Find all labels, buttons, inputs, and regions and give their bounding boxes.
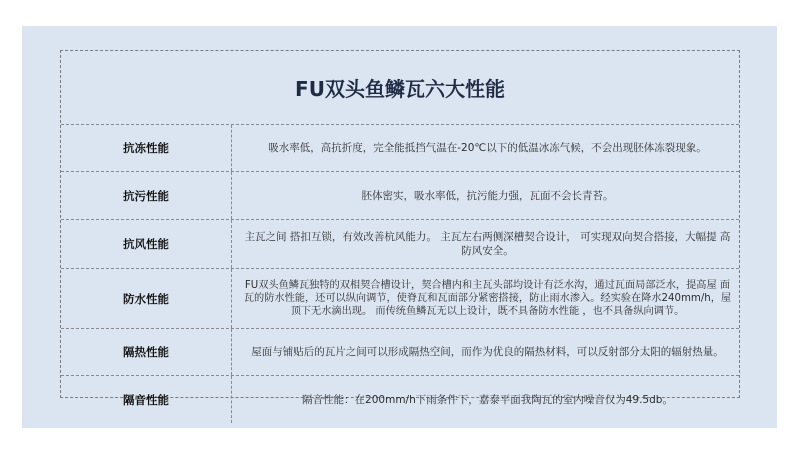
table-title: FU双头鱼鳞瓦六大性能 [61,51,739,125]
row-label: 隔音性能 [61,376,232,423]
table-row-heat-insulation [61,329,739,376]
row-description: FU双头鱼鳞瓦独特的双相契合槽设计，契合槽内和主瓦头部均设计有泛水沟，通过瓦面局部泛水，提高屋 面瓦的防水性能，还可以纵向调节，使脊瓦和瓦面部分紧密搭接，防止雨水渗入。经实验在降水240mm/h，屋顶下无水滴出现。 而传统鱼鳞瓦无以上设计，既不具备防水性能 ，也不具备纵向调节。 [243,280,732,317]
table-row-antifreeze [61,125,739,172]
row-label: 抗污性能 [61,172,232,219]
row-label: 抗冻性能 [61,125,232,171]
row-description: 胚体密实，吸水率低，抗污能力强，瓦面不会长青苔。 [361,189,614,202]
row-label: 抗风性能 [61,220,232,268]
row-description: 隔音性能：在200mm/h下雨条件下，嘉泰平面我陶瓦的室内噪音仅为49.5db。 [302,393,673,406]
table-row-waterproof [61,269,739,329]
row-label: 隔热性能 [61,329,232,375]
table-row-antifouling [61,172,739,220]
row-label: 防水性能 [61,269,232,328]
slide-background [22,26,777,428]
row-description: 主瓦之间 搭扣互锁，有效改善杭风能力。 主瓦左右两侧深槽契合设计， 可实现双向契合搭接，大幅提 高防风安全。 [244,231,731,257]
table-row-sound-insulation [61,376,739,423]
table-row-windproof [61,220,739,269]
performance-table [60,50,740,407]
row-description: 吸水率低，高抗折度，完全能抵挡气温在-20℃以下的低温冰冻气候，不会出现胚体冻裂现象。 [268,142,707,154]
row-description: 屋面与铺贴后的瓦片之间可以形成隔热空间，而作为优良的隔热材料，可以反射部分太阳的辐射热量。 [251,346,724,358]
